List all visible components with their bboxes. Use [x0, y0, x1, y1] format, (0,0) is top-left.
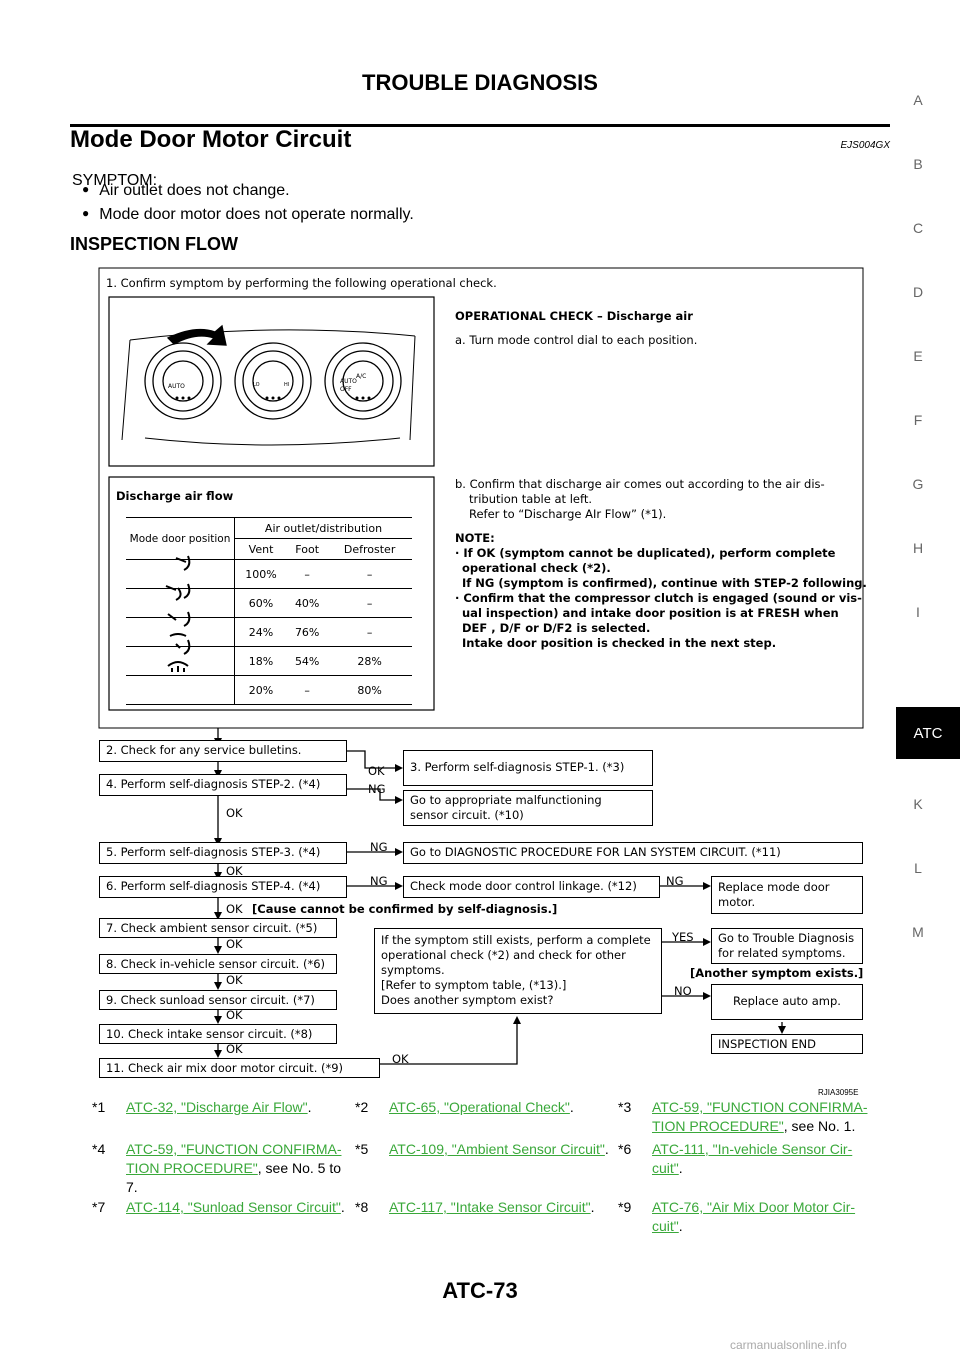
ref-rest: 7.	[126, 1179, 138, 1195]
panel-hi-label: HI	[284, 382, 290, 388]
panel-lo-label: LO	[253, 382, 260, 388]
defroster-cell: –	[327, 560, 412, 589]
operational-check-b2: tribution table at left.	[469, 492, 592, 506]
index-tab-f[interactable]: F	[913, 412, 923, 428]
step5-box: 5. Perform self-diagnosis STEP-3. (*4)	[99, 842, 347, 864]
ref-link[interactable]: ATC-109, "Ambient Sensor Circuit"	[389, 1141, 605, 1157]
ref-number: *3	[618, 1099, 632, 1115]
figure-code: RJIA3095E	[818, 1088, 859, 1097]
watermark: carmanualsonline.info	[730, 1338, 847, 1352]
row-icon-cell	[126, 589, 235, 618]
step9-box: 9. Check sunload sensor circuit. (*7)	[99, 990, 337, 1010]
ng-label: NG	[666, 874, 684, 888]
ref-text	[652, 1098, 882, 1136]
ok-label: OK	[226, 1008, 243, 1022]
note-line: · If OK (symptom cannot be duplicated), perform complete	[455, 546, 836, 560]
note-line: DEF , D/F or D/F2 is selected.	[462, 621, 651, 635]
panel-auto-left-label: AUTO	[168, 383, 185, 390]
replace-mode-line2: motor.	[718, 895, 756, 909]
ref-rest: .	[604, 1141, 609, 1157]
index-tab-g[interactable]: G	[912, 476, 924, 492]
cause-not-confirmed-label: [Cause cannot be confirmed by self-diagnosis.]	[252, 902, 558, 916]
replace-mode-line1: Replace mode door	[718, 880, 830, 894]
ref-number: *4	[92, 1141, 106, 1157]
step11-box: 11. Check air mix door motor circuit. (*9)	[99, 1058, 380, 1078]
step7-box: 7. Check ambient sensor circuit. (*5)	[99, 918, 337, 938]
vent-cell: 18%	[235, 647, 288, 676]
ref-text	[389, 1140, 609, 1159]
step8-box: 8. Check in-vehicle sensor circuit. (*6)	[99, 954, 337, 974]
index-tab-atc-active[interactable]: ATC	[896, 707, 960, 759]
row-icon-cell	[126, 647, 235, 676]
inspection-flow-heading: INSPECTION FLOW	[70, 234, 238, 254]
index-tab-l[interactable]: L	[914, 860, 922, 876]
ref-text	[126, 1140, 356, 1197]
ref-number: *7	[92, 1199, 106, 1215]
ok-label: OK	[226, 864, 243, 878]
ref-rest: .	[678, 1160, 683, 1176]
ok-label: OK	[226, 1042, 243, 1056]
ref-link[interactable]: ATC-59, "FUNCTION CONFIRMA-	[652, 1099, 868, 1115]
ref-rest: .	[569, 1099, 574, 1115]
vent-cell: 20%	[235, 676, 288, 705]
index-tab-m[interactable]: M	[912, 924, 924, 940]
another-symptom-label: [Another symptom exists.]	[690, 966, 864, 980]
symptom-check-box	[374, 928, 662, 1014]
ref-rest: , see No. 1.	[783, 1118, 856, 1134]
index-tab-e[interactable]: E	[913, 348, 923, 364]
ok-label: OK	[368, 764, 385, 778]
ref-text	[652, 1140, 882, 1178]
operational-check-b3: Refer to “Discharge AIr Flow” (*1).	[469, 507, 667, 521]
ng-label: NG	[368, 782, 386, 796]
ref-number: *2	[355, 1099, 369, 1115]
inspection-end-box: INSPECTION END	[711, 1034, 863, 1054]
step3-box: 3. Perform self-diagnosis STEP-1. (*3)	[403, 750, 653, 786]
foot-cell: 76%	[287, 618, 327, 647]
ok-label: OK	[226, 806, 243, 820]
symptom-check-line: operational check (*2) and check for other	[381, 948, 626, 962]
note-line: operational check (*2).	[462, 561, 611, 575]
defroster-cell: 80%	[327, 676, 412, 705]
symptom-check-line: symptoms.	[381, 963, 445, 977]
replace-mode-motor-box	[711, 876, 863, 914]
defroster-header: Defroster	[327, 539, 412, 560]
ref-text	[126, 1098, 312, 1117]
page-header: TROUBLE DIAGNOSIS	[362, 70, 598, 95]
symptom-label: SYMPTOM:	[72, 172, 158, 189]
ref-link[interactable]: ATC-117, "Intake Sensor Circuit"	[389, 1199, 591, 1215]
operational-check-b1: b. Confirm that discharge air comes out according to the air dis-	[455, 477, 825, 491]
mode-door-position-header: Mode door position	[126, 518, 235, 560]
step4-box: 4. Perform self-diagnosis STEP-2. (*4)	[99, 774, 347, 796]
index-tab-c[interactable]: C	[912, 220, 924, 236]
foot-cell: 40%	[287, 589, 327, 618]
ref-link[interactable]: ATC-111, "In-vehicle Sensor Cir-	[652, 1141, 853, 1157]
ref-number: *1	[92, 1099, 106, 1115]
foot-header: Foot	[287, 539, 327, 560]
ref-link[interactable]: TION PROCEDURE"	[126, 1160, 258, 1176]
step10-box: 10. Check intake sensor circuit. (*8)	[99, 1024, 337, 1044]
symptom-item: ● Mode door motor does not operate normally.	[82, 206, 414, 224]
section-code: EJS004GX	[840, 140, 890, 151]
panel-off-label: OFF	[340, 386, 352, 393]
go-trouble-line1: Go to Trouble Diagnosis	[718, 931, 855, 945]
ref-number: *8	[355, 1199, 369, 1215]
page-number: ATC-73	[442, 1278, 518, 1303]
row-icon-cell	[126, 618, 235, 647]
foot-cell: 54%	[287, 647, 327, 676]
ref-link[interactable]: cuit"	[652, 1218, 679, 1234]
index-tab-i[interactable]: I	[916, 604, 920, 620]
defroster-cell: –	[327, 618, 412, 647]
index-tab-a[interactable]: A	[913, 92, 923, 108]
ref-number: *9	[618, 1199, 632, 1215]
air-flow-table	[126, 517, 412, 705]
vent-header: Vent	[235, 539, 288, 560]
symptom-check-line: [Refer to symptom table, (*13).]	[381, 978, 567, 992]
row-icon-cell	[126, 560, 235, 589]
ref-link[interactable]: ATC-59, "FUNCTION CONFIRMA-	[126, 1141, 342, 1157]
note-line: · Confirm that the compressor clutch is engaged (sound or vis-	[455, 591, 862, 605]
lan-procedure-box: Go to DIAGNOSTIC PROCEDURE FOR LAN SYSTEM CIRCUIT. (*11)	[403, 842, 863, 864]
check-linkage-box: Check mode door control linkage. (*12)	[403, 876, 660, 898]
foot-cell: –	[287, 676, 327, 705]
ref-text	[126, 1198, 345, 1217]
step6-box: 6. Perform self-diagnosis STEP-4. (*4)	[99, 876, 347, 898]
defroster-cell: –	[327, 589, 412, 618]
yes-label: YES	[672, 930, 694, 944]
operational-check-title: OPERATIONAL CHECK – Discharge air	[455, 309, 693, 323]
ref-link[interactable]: ATC-114, "Sunload Sensor Circuit"	[126, 1199, 341, 1215]
no-label: NO	[674, 984, 692, 998]
index-tab-d[interactable]: D	[912, 284, 924, 300]
ng-label: NG	[370, 874, 388, 888]
note-line: If NG (symptom is confirmed), continue with STEP-2 following.	[462, 576, 867, 590]
index-tab-h[interactable]: H	[912, 540, 924, 556]
row-icon-cell	[126, 676, 235, 705]
symptom-check-line: If the symptom still exists, perform a complete	[381, 933, 651, 947]
symptom-check-line: Does another symptom exist?	[381, 993, 554, 1007]
ref-rest: .	[678, 1218, 683, 1234]
vent-cell: 24%	[235, 618, 288, 647]
step2-box: 2. Check for any service bulletins.	[99, 740, 347, 762]
note-line: Intake door position is checked in the next step.	[462, 636, 777, 650]
ref-text	[389, 1198, 595, 1217]
ref-rest: .	[590, 1199, 595, 1215]
defroster-cell: 28%	[327, 647, 412, 676]
go-trouble-diagnosis-box	[711, 928, 863, 964]
index-tab-b[interactable]: B	[913, 156, 923, 172]
ref-link[interactable]: TION PROCEDURE"	[652, 1118, 784, 1134]
go-sensor-circuit-box	[403, 790, 653, 826]
ref-rest: .	[307, 1099, 312, 1115]
ok-label: OK	[392, 1052, 409, 1066]
panel-ac-label: A/C	[356, 373, 367, 380]
step1-text: 1. Confirm symptom by performing the following operational check.	[106, 276, 497, 290]
ref-link[interactable]: cuit"	[652, 1160, 679, 1176]
go-sensor-line1: Go to appropriate malfunctioning	[410, 793, 602, 807]
symptom-item: ● Air outlet does not change.	[82, 182, 290, 200]
ok-label: OK	[226, 973, 243, 987]
note-line: ual inspection) and intake door position is at FRESH when	[462, 606, 839, 620]
panel-auto-right-label: AUTO	[340, 378, 357, 385]
operational-check-a: a. Turn mode control dial to each position.	[455, 333, 698, 347]
replace-auto-amp-box: Replace auto amp.	[711, 984, 863, 1020]
ok-label: OK	[226, 937, 243, 951]
ref-text	[652, 1198, 882, 1236]
ref-link[interactable]: ATC-65, "Operational Check"	[389, 1099, 570, 1115]
ref-number: *6	[618, 1141, 632, 1157]
air-outlet-header: Air outlet/distribution	[235, 518, 413, 539]
ref-text	[389, 1098, 574, 1117]
ng-label: NG	[370, 840, 388, 854]
ref-number: *5	[355, 1141, 369, 1157]
ref-rest: , see No. 5 to	[257, 1160, 342, 1176]
go-sensor-line2: sensor circuit. (*10)	[410, 808, 524, 822]
section-title: Mode Door Motor Circuit	[70, 126, 352, 153]
vent-cell: 60%	[235, 589, 288, 618]
foot-cell: –	[287, 560, 327, 589]
index-tab-k[interactable]: K	[913, 796, 923, 812]
ref-rest: .	[340, 1199, 345, 1215]
ref-link[interactable]: ATC-32, "Discharge Air Flow"	[126, 1099, 308, 1115]
vent-cell: 100%	[235, 560, 288, 589]
air-flow-title: Discharge air flow	[116, 489, 234, 503]
ref-link[interactable]: ATC-76, "Air Mix Door Motor Cir-	[652, 1199, 856, 1215]
note-title: NOTE:	[455, 531, 495, 545]
ok-label: OK	[226, 902, 243, 916]
go-trouble-line2: for related symptoms.	[718, 946, 846, 960]
